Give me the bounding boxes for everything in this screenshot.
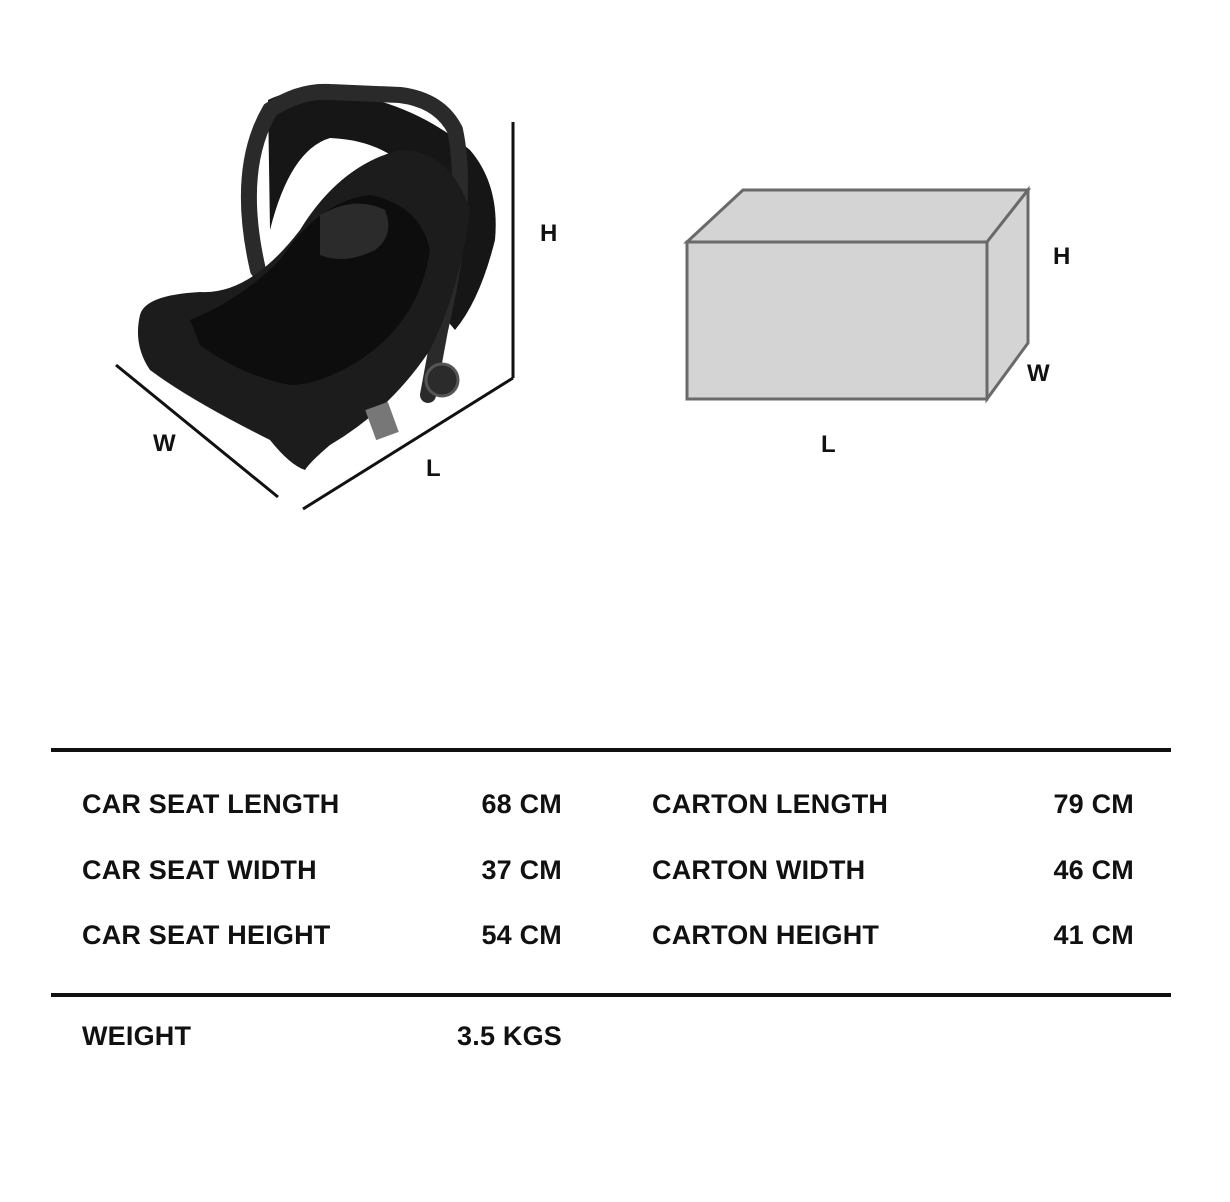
carton-h-label: H [1053,243,1071,270]
carton-width-value: 46 CM [1053,855,1134,885]
car-seat-height-label: CAR SEAT HEIGHT [82,920,331,950]
seat-l-label: L [426,455,441,482]
seat-h-label: H [540,220,558,247]
weight-label: WEIGHT [82,1021,192,1051]
table-bottom-rule [51,993,1171,997]
table-top-rule [51,748,1171,752]
carton-height-value: 41 CM [1053,920,1134,950]
carton-box [0,0,1230,540]
carton-front-face [687,242,987,399]
car-seat-width-value: 37 CM [481,855,562,885]
car-seat-width-label: CAR SEAT WIDTH [82,855,317,885]
carton-w-label: W [1027,360,1050,387]
weight-value: 3.5 KGS [457,1021,562,1051]
carton-l-label: L [821,431,836,458]
car-seat-height-value: 54 CM [481,920,562,950]
carton-length-label: CARTON LENGTH [652,789,889,819]
car-seat-length-value: 68 CM [481,789,562,819]
carton-length-value: 79 CM [1053,789,1134,819]
carton-top-face [687,190,1028,242]
car-seat-length-label: CAR SEAT LENGTH [82,789,340,819]
carton-height-label: CARTON HEIGHT [652,920,880,950]
carton-width-label: CARTON WIDTH [652,855,866,885]
seat-w-label: W [153,430,176,457]
